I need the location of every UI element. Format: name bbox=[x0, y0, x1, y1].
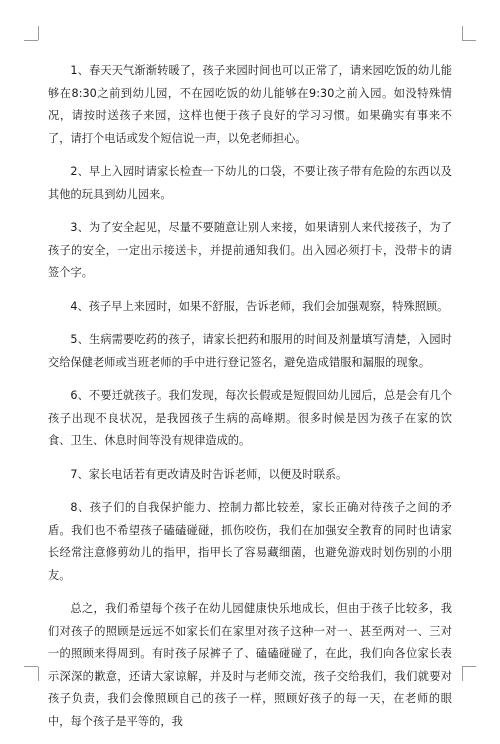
paragraph-unwell-notice: 4、孩子早上来园时，如果不舒服，告诉老师，我们会加强观察，特殊照顾。 bbox=[70, 299, 449, 313]
paragraph-medicine: 5、生病需要吃药的孩子，请家长把药和服用的时间及剂量填写清楚，入园时交给保健老师或当班老师的手中进行登记签名，避免造成错服和漏服的现象。 bbox=[48, 333, 452, 369]
paragraph-pocket-check: 2、早上入园时请家长检查一下幼儿的口袋，不要让孩子带有危险的东西以及其他的玩具到幼儿园来。 bbox=[48, 165, 452, 201]
crop-mark-bottom-right-v bbox=[462, 667, 463, 681]
crop-mark-bottom-left-v bbox=[38, 667, 39, 681]
crop-mark-top-right-v bbox=[462, 26, 463, 40]
paragraph-pickup-safety: 3、为了安全起见，尽量不要随意让别人来接，如果请别人来代接孩子，为了孩子的安全，一定出示接送卡，并提前通知我们。出入园必须打卡，没带卡的请签个字。 bbox=[48, 221, 452, 279]
crop-mark-top-right-h bbox=[462, 40, 476, 41]
crop-mark-top-left-v bbox=[38, 26, 39, 40]
crop-mark-top-left-h bbox=[24, 40, 38, 41]
paragraph-summary: 总之，我们希望每个孩子在幼儿园健康快乐地成长，但由于孩子比较多，我们对孩子的照顾是远远不如家长们在家里对孩子这种一对一、甚至两对一、三对一的照顾来得周到。有时孩子尿裤子了、磕磕碰碰了，在此，我们向各位家长表示深深的歉意，还请大家谅解，并及时与老师交流，孩子交给我们，我们就要对孩子负责，我们会像照顾自己的孩子一样，照顾好孩子的每一天，在老师的眼中，每个孩子是平等的，我 bbox=[48, 602, 452, 728]
paragraph-arrival-time: 1、春天天气渐渐转暖了，孩子来园时间也可以正常了，请来园吃饭的幼儿能够在8:30之前到幼儿园，不在园吃饭的幼儿能够在9:30之前入园。如没特殊情况，请按时送孩子来园，这样也便于孩子良好的学习习惯。如果确实有事来不了，请打个电话或发个短信说一声，以免老师担心。 bbox=[48, 64, 452, 145]
crop-mark-bottom-left-h bbox=[24, 666, 38, 667]
paragraph-indulgence: 6、不要迁就孩子。我们发现，每次长假或是短假回幼儿园后，总是会有几个孩子出现不良状况，是我园孩子生病的高峰期。很多时候是因为孩子在家的饮食、卫生、休息时间等没有规律造成的。 bbox=[48, 389, 452, 447]
paragraph-self-protection: 8、孩子们的自我保护能力、控制力都比较差，家长正确对待孩子之间的矛盾。我们也不希望孩子磕磕碰碰，抓伤咬伤，我们在加强安全教育的同时也请家长经常注意修剪幼儿的指甲，指甲长了容易藏细菌，也避免游戏时划伤别的小朋友。 bbox=[48, 501, 452, 582]
crop-mark-bottom-right-h bbox=[462, 666, 476, 667]
paragraph-phone-change: 7、家长电话若有更改请及时告诉老师，以便及时联系。 bbox=[70, 467, 348, 481]
document-body bbox=[48, 60, 452, 744]
